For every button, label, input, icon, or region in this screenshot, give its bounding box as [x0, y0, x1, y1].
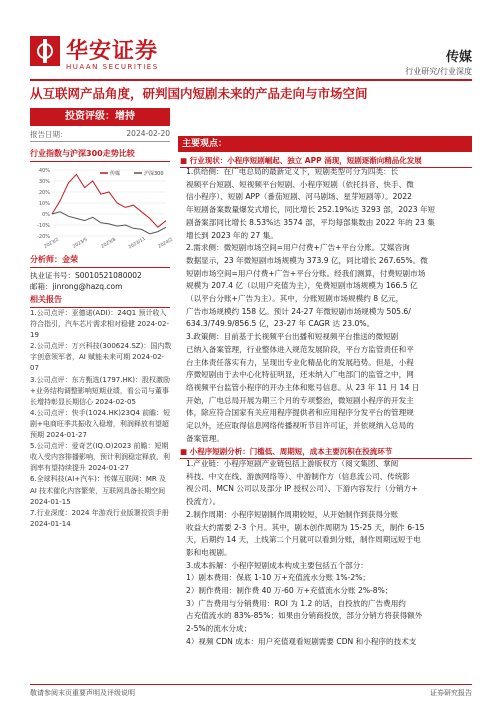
paragraph-line: 络视频平台监管小程序的开办主体和账号信息。从 23 年 11 月 14 日: [186, 382, 420, 392]
paragraph-line: 投流方）。: [186, 497, 221, 507]
main-points-header: 主要观点：: [178, 136, 472, 152]
analyst-email[interactable]: 邮箱：jinrong@hazq.com: [30, 282, 123, 291]
paragraph-line: 开始，广电总局开展为期三个月的专项整治，微短剧小程序的开发主: [186, 395, 414, 405]
paragraph-line: 增长到 2023 年的 27 集。: [186, 230, 278, 240]
x-tick-label: 2023/11: [127, 236, 147, 251]
related-report[interactable]: 7.行业深度：2024 年游戏行业版署投资手册 2024-01-14: [30, 508, 169, 528]
paragraph-line: 影和电视剧。: [186, 547, 232, 557]
paragraph-line: 规模为 207.4 亿（以用户充值为主），免费短剧市场规模为 166.5 亿: [186, 281, 418, 291]
paragraph-line: 1）剧本费用：保底 1-10 万+充值流水分账 1%-2%；: [186, 573, 371, 583]
related-reports-list: [30, 308, 172, 530]
paragraph-line: （以平台分账+广告为主）。其中，分账短剧市场规模约 8 亿元，: [186, 294, 404, 303]
paragraph-line: 2.需求侧：微短剧市场空间=用户付费+广告+平台分账。艾媒咨询: [186, 243, 410, 253]
y-tick-label: -10%: [37, 223, 50, 229]
section-title-miniprogram: ■ 小程序短剧分析：门槛低、周期短，成本主要沉积在投流环节: [180, 446, 472, 459]
paragraph-line: 占充值流水的 83%-85%；如果由分销商投放，部分分销方将获得额外: [186, 611, 423, 621]
paragraph-line: 天，后期约 14 天，上线第二个月就可以看到分账，制作周期远短于电: [186, 535, 421, 545]
x-tick-label: 2023/8: [100, 237, 117, 250]
section-title-industry: ■ 行业现状：小程序短剧崛起、独立 APP 涌现，短剧逐渐向精品化发展: [180, 155, 472, 168]
y-tick-label: 0%: [42, 212, 50, 218]
paragraph-line: 3.成本拆解：小程序短剧成本构成主要包括五个部分：: [186, 560, 368, 570]
report-title: 从互联网产品角度，研判国内短剧未来的产品走向与市场空间: [30, 86, 368, 101]
paragraph-line: 短剧市场空间=用户付费+广告+平台分账。经我们测算，付费短剧市场: [186, 268, 426, 278]
date-value: 2024-02-20: [126, 129, 170, 138]
related-reports-title: 相关报告: [30, 294, 170, 308]
paragraph-line: 年短剧备案数量爆发式增长，同比增长 252.19%达 3293 部，2023 年短: [186, 205, 436, 215]
series-line-0: [52, 174, 166, 227]
report-date-row: [30, 127, 170, 142]
x-tick-label: 2023/5: [72, 237, 89, 250]
logo-text: 华安证券: [66, 39, 159, 64]
paragraph-line: 收益大约需要 2-3 个月。其中，剧本创作周期为 15-25 天，制作 6-15: [186, 522, 425, 532]
paragraph-line: 视频平台短剧、短视频平台短剧、小程序短剧（依托抖音、快手、微: [186, 179, 414, 189]
footer-disclaimer: 敬请参阅末页重要声明及评级说明: [30, 689, 135, 697]
industry-label: 传媒: [445, 50, 472, 65]
header-divider: [30, 79, 472, 81]
related-report[interactable]: 4.公司点评：快手(1024.HK)23Q4 前瞻：短剧+电商旺季共振收入稳增，利润释放有望超预期 2024-01-27: [30, 408, 171, 440]
legend-label: 传媒: [110, 171, 121, 177]
paragraph-line: 剧备案部同比增长 8.53%达 3574 部，平均每部集数由 2022 年的 23 集: [186, 217, 435, 227]
paragraph-line: 定以外，还应取得信息网络传播视听节目许可证，并依规纳入总局的: [186, 421, 414, 430]
date-label: 报告日期：: [30, 130, 68, 139]
x-tick-label: 2023/2: [43, 237, 60, 250]
related-report[interactable]: 6.全球科技(AI+汽车)：传媒互联网：MR 及 AI 技术催化内容繁荣，互联网具备长期空间 2024-01-15: [30, 475, 166, 506]
logo-english: HUAAN SECURITIES: [66, 63, 159, 71]
related-report[interactable]: 1.公司点评：亚德诺(ADI)：24Q1 预计收入符合指引，汽车芯片需求相对稳健 2024-02-19: [30, 309, 169, 340]
paragraph-line: 已纳入备案管理，行业整体进入规范发展阶段，平台方监管责任和平: [186, 344, 414, 354]
related-report[interactable]: 5.公司点评：爱奇艺(IQ.O)2023 前瞻：短期收入受内容排播影响，预计利润稳定释放，利润率有望持续提升 2024-01-27: [30, 442, 170, 473]
x-tick-label: 2024/2: [157, 237, 174, 250]
footer-label: 证券研究报告: [430, 689, 472, 697]
analyst-section-title: 分析师：金荣: [30, 254, 170, 268]
index-comparison-chart: [30, 164, 174, 251]
paragraph-line: 体，除应符合国家有关应用程序提供者和应用程序分发平台的管理规: [186, 408, 414, 418]
paragraph-line: 3.政策侧：目前基于长视频平台出播和短视频平台推送的微短剧: [186, 332, 399, 342]
y-tick-label: 40%: [38, 168, 50, 174]
paragraph-line: 2-5%的流水分成；: [186, 624, 252, 634]
footer-divider: [30, 684, 472, 685]
paragraph-line: 视公司、MCN 公司以及部分 IP 授权公司）、下游内容发行（分销方+: [186, 484, 418, 494]
paragraph-line: 2）制作费用：制作费 40 万-60 万+充值流水分账 2%-8%；: [186, 586, 393, 595]
series-line-1: [52, 212, 166, 234]
chart-section-title: 行业指数与沪深300走势比较: [30, 148, 170, 162]
report-type: 行业研究/行业深度: [405, 67, 472, 76]
analyst-cert: 执业证书号：S0010521080002: [30, 271, 142, 280]
paragraph-line: 序微短剧由于去中心化特征明显，还未纳入广电部门的监管之中，网: [186, 370, 414, 380]
paragraph-line: 1.供给侧：在广电总局的最新定义下，短剧类型可分为四类：长: [186, 167, 399, 176]
investment-rating: 投资评级：增持: [30, 108, 170, 126]
paragraph-line: 2.制作周期：小程序短剧制作周期较短，从开始制作到获得分账: [186, 509, 399, 519]
paragraph-line: 4）视频 CDN 成本：用户充值观看短剧需要 CDN 和小程序的技术支: [186, 636, 417, 646]
y-tick-label: 10%: [38, 201, 50, 207]
paragraph-line: 信小程序）、短剧 APP（番茄短剧、河马剧场、星芽短剧等）。2022: [186, 192, 412, 202]
paragraph-line: 科技、中文在线、游族网络等）、中游制作方（信息流公司、传统影: [186, 471, 411, 481]
paragraph-line: 数据显示，23 年微短剧市场规模为 373.9 亿，同比增长 267.65%。微: [186, 255, 428, 265]
legend-label: 沪深300: [144, 171, 164, 177]
y-tick-label: 30%: [38, 179, 50, 185]
related-report[interactable]: 2.公司点评：万兴科技(300624.SZ)：国内数字创意领军者，AI 赋能未来可期 2024-02-07: [30, 342, 172, 373]
paragraph-line: 台主体责任落实有力，呈现出专业化精品化的发展趋势。但是，小程: [186, 357, 414, 367]
y-tick-label: 20%: [38, 190, 50, 196]
paragraph-line: 1.产业链：小程序短剧产业链包括上游版权方（阅文集团、掌阅: [186, 459, 399, 468]
related-report[interactable]: 3.公司点评：东方甄选(1797.HK)：股权激励+业务结构调整影响短期业绩，看公司与董事长增持彰显长期信心 2024-02-05: [30, 375, 171, 406]
y-tick-label: -20%: [37, 234, 50, 240]
logo-icon: [30, 36, 60, 66]
paragraph-line: 广告市场规模约 158 亿。预计 24-27 年微短剧市场规模为 505.6/: [186, 306, 411, 316]
paragraph-line: 634.3/749.9/856.5 亿，23-27 年 CAGR 达 23.0%。: [186, 319, 375, 329]
paragraph-line: 3）广告费用与分销费用：ROI 为 1.2 的话，自投放的广告费用约: [186, 598, 406, 608]
paragraph-line: 备案管理。: [186, 433, 224, 443]
